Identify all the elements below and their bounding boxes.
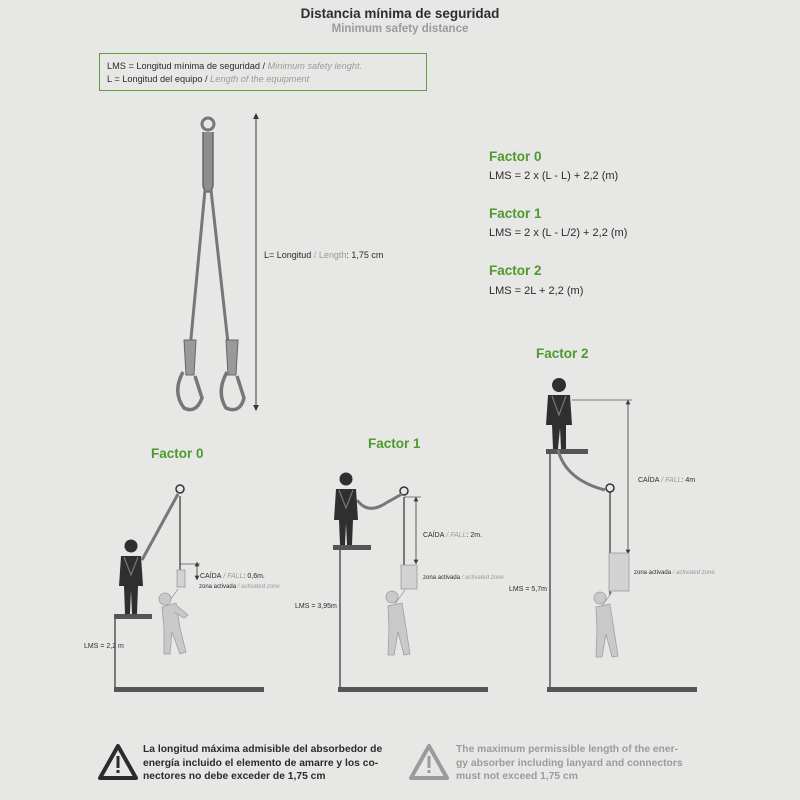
lanyard-illustration	[178, 118, 244, 410]
page-title: Distancia mínima de seguridad	[300, 6, 500, 21]
platform	[546, 449, 588, 454]
platform	[333, 545, 371, 550]
worker-figure	[119, 540, 143, 615]
lms-label-factor1: LMS = 3,95m	[295, 603, 337, 610]
ground	[114, 687, 264, 692]
fallen-worker-figure	[386, 590, 410, 655]
platform	[114, 614, 152, 619]
scenario-factor2	[546, 378, 697, 692]
warning-triangle-icon	[411, 746, 447, 778]
worker-figure	[334, 473, 358, 546]
formula-factor2-title: Factor 2	[489, 263, 542, 278]
lanyard-line	[357, 494, 402, 508]
absorber	[177, 570, 185, 587]
zone-label-factor2: zona activada / activated zone	[634, 570, 715, 576]
lanyard-length-label: L= Longitud / Length: 1,75 cm	[264, 250, 384, 260]
scenario-factor1-title: Factor 1	[368, 436, 421, 451]
formula-factor0-title: Factor 0	[489, 149, 542, 164]
scenario-factor1	[333, 473, 488, 693]
formula-factor0: LMS = 2 x (L - L) + 2,2 (m)	[489, 170, 619, 182]
legend-line-lms: LMS = Longitud mínima de seguridad / Minimum safety lenght.	[107, 61, 363, 71]
formula-factor1: LMS = 2 x (L - L/2) + 2,2 (m)	[489, 227, 628, 239]
warning-text-es: La longitud máxima admisible del absorbedor de energía incluido el elemento de amarre y los co- nectores no debe exceder de 1,75 cm	[143, 744, 383, 783]
fall-label-factor2: CAÍDA / FALL: 4m	[638, 477, 696, 484]
warning-text-en: The maximum permissible length of the ener- gy absorber including lanyard and connectors must not exceed 1,75 cm	[456, 744, 683, 783]
page-subtitle: Minimum safety distance	[331, 23, 469, 35]
scenario-factor0	[114, 485, 264, 692]
fallen-worker-figure	[159, 589, 188, 654]
anchor-ring	[176, 485, 184, 493]
fall-label-factor0: CAÍDA / FALL: 0,6m.	[200, 573, 265, 580]
absorber	[609, 553, 629, 591]
fall-label-factor1: CAÍDA / FALL: 2m.	[423, 532, 483, 539]
legend-line-l: L = Longitud del equipo / Length of the equipment	[107, 74, 310, 84]
formula-factor2: LMS = 2L + 2,2 (m)	[489, 285, 584, 297]
lanyard-line	[142, 494, 178, 560]
lanyard-line	[558, 450, 605, 490]
lms-label-factor0: LMS = 2,2 m	[84, 643, 124, 650]
fallen-worker-figure	[594, 592, 618, 657]
zone-label-factor1: zona activada / activated zone	[423, 575, 504, 581]
scenario-factor0-title: Factor 0	[151, 446, 204, 461]
ground	[338, 687, 488, 692]
absorber	[401, 565, 417, 589]
worker-figure	[546, 378, 572, 449]
zone-label-factor0: zona activada / activated zone	[199, 584, 280, 590]
ground	[547, 687, 697, 692]
lms-label-factor2: LMS = 5,7m	[509, 586, 547, 593]
anchor-ring	[606, 484, 614, 492]
formula-factor1-title: Factor 1	[489, 206, 542, 221]
warning-triangle-icon	[100, 746, 136, 778]
scenario-factor2-title: Factor 2	[536, 346, 589, 361]
